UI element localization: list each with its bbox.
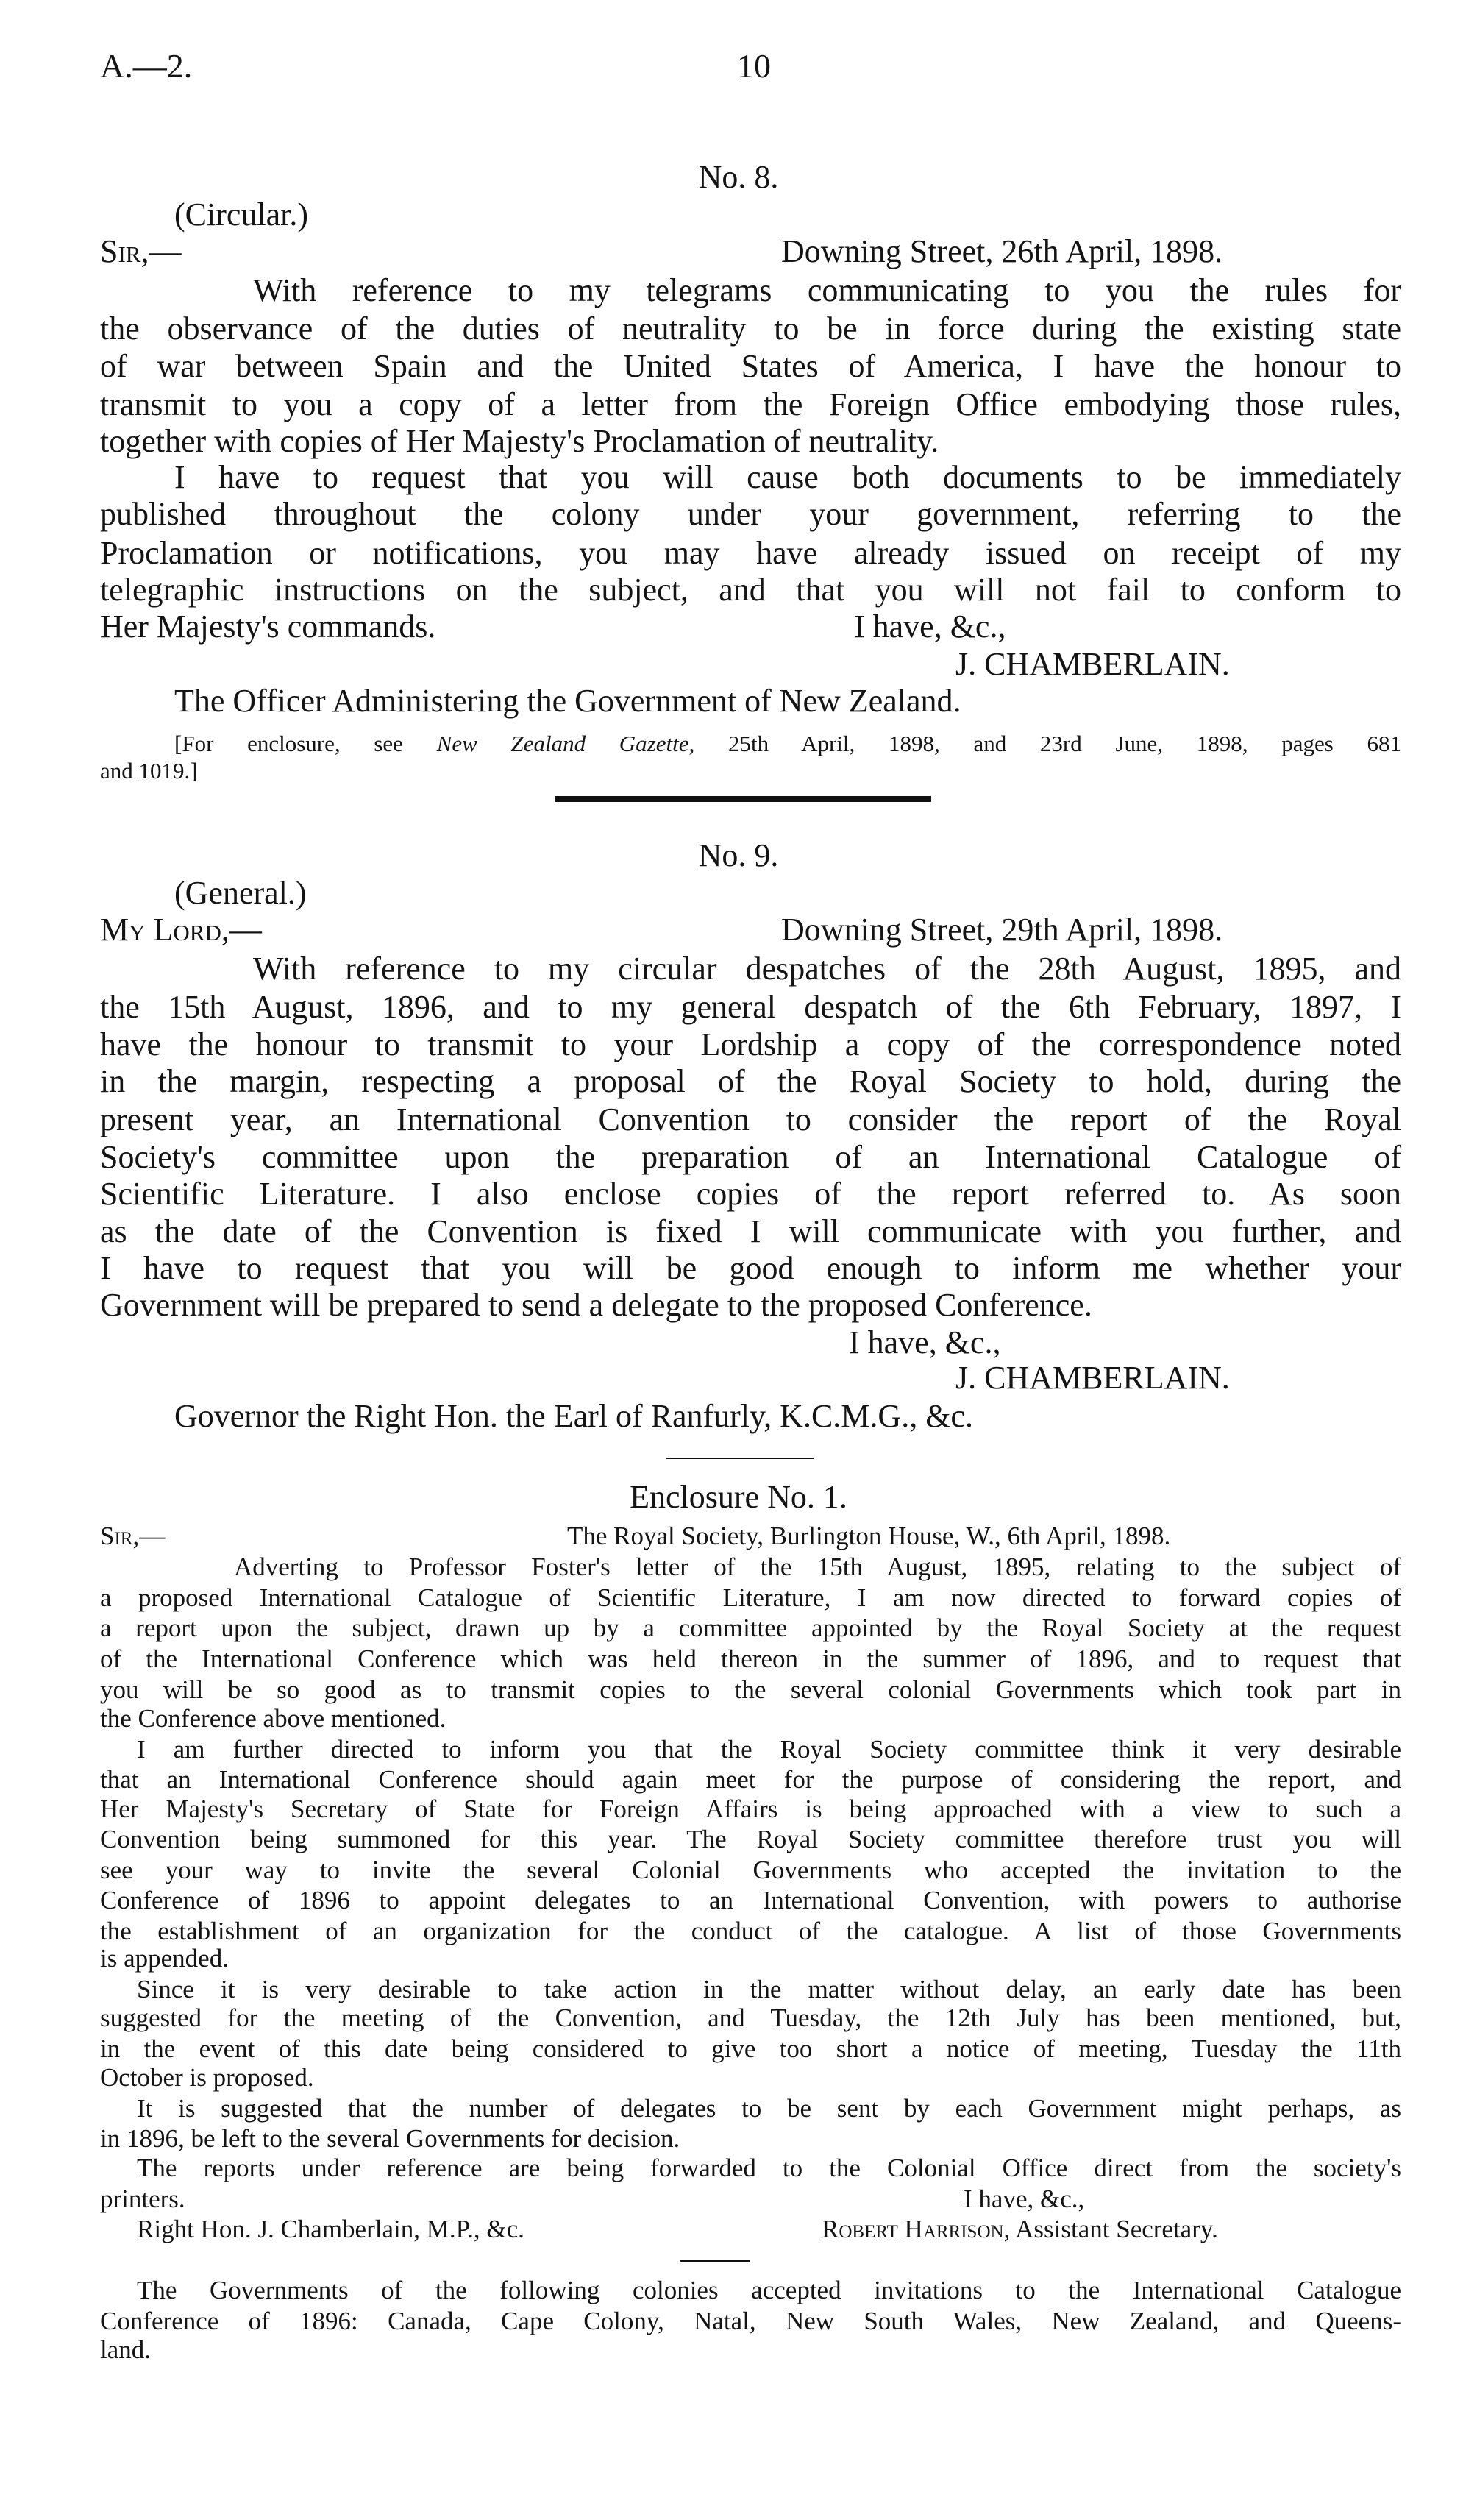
- text-line: printers.: [100, 2184, 185, 2213]
- addressee: Governor the Right Hon. the Earl of Ranfurly, K.C.M.G., &c.: [174, 1398, 973, 1434]
- salutation: Sir,—: [100, 233, 182, 269]
- note-gazette-title: New Zealand Gazette: [436, 731, 689, 756]
- signature-block: [822, 2214, 1218, 2245]
- text-line: suggested for the meeting of the Convention, and Tuesday, the 12th July has been mentioned, but,: [100, 2003, 1401, 2032]
- text-line: Her Majesty's Secretary of State for Foreign Affairs is being approached with a view to such a: [100, 1795, 1401, 1823]
- text-line: in the margin, respecting a proposal of the Royal Society to hold, during the: [100, 1063, 1401, 1099]
- text-line: a proposed International Catalogue of Scientific Literature, I am now directed to forward copies of: [100, 1583, 1401, 1612]
- text-line: of the International Conference which was held thereon in the summer of 1896, and to request that: [100, 1644, 1401, 1673]
- text-line: Conference of 1896: Canada, Cape Colony, Natal, New South Wales, New Zealand, and Queens-: [100, 2307, 1401, 2335]
- salutation: Sir,—: [100, 1522, 166, 1550]
- text-line: present year, an International Convention to consider the report of the Royal: [100, 1101, 1401, 1137]
- despatch-heading-no8: No. 8.: [698, 159, 779, 195]
- text-line: have the honour to transmit to your Lordship a copy of the correspondence noted: [100, 1026, 1401, 1062]
- text-line: The reports under reference are being forwarded to the Colonial Office direct from the society's: [137, 2154, 1401, 2182]
- dateline: Downing Street, 26th April, 1898.: [781, 233, 1223, 269]
- text-line: Proclamation or notifications, you may have already issued on receipt of my: [100, 535, 1401, 571]
- text-line: I have to request that you will cause both documents to be immediately: [174, 459, 1401, 495]
- text-line: that an International Conference should again meet for the purpose of considering the report, and: [100, 1765, 1401, 1794]
- text-line: is appended.: [100, 1944, 229, 1973]
- text-line: The Governments of the following colonies accepted invitations to the International Catalogue: [137, 2276, 1401, 2304]
- closing: I have, &c.,: [964, 2184, 1085, 2213]
- signer-name: Robert Harrison: [822, 2215, 1004, 2243]
- text-line: Her Majesty's commands.: [100, 608, 436, 645]
- note-text: [For enclosure, see: [174, 731, 437, 756]
- text-line: the establishment of an organization for the conduct of the catalogue. A list of those Governments: [100, 1917, 1401, 1945]
- text-line: It is suggested that the number of delegates to be sent by each Government might perhaps, as: [137, 2094, 1401, 2123]
- note-text: , 25th April, 1898, and 23rd June, 1898, pages 681: [688, 731, 1402, 756]
- text-line: in 1896, be left to the several Governments for decision.: [100, 2124, 680, 2153]
- text-line: telegraphic instructions on the subject, and that you will not fail to conform to: [100, 572, 1401, 608]
- despatch-type: (General.): [174, 875, 307, 911]
- text-line: the observance of the duties of neutrality to be in force during the existing state: [100, 310, 1401, 347]
- signer-title: , Assistant Secretary.: [1003, 2215, 1218, 2243]
- text-line: and 1019.]: [100, 758, 198, 784]
- text-line: With reference to my circular despatches of the 28th August, 1895, and: [253, 951, 1401, 987]
- text-line: see your way to invite the several Colonial Governments who accepted the invitation to the: [100, 1856, 1401, 1884]
- text-line: transmit to you a copy of a letter from the Foreign Office embodying those rules,: [100, 386, 1401, 422]
- section-code: A.—2.: [100, 47, 193, 85]
- dateline: The Royal Society, Burlington House, W., 6th April, 1898.: [567, 1522, 1171, 1550]
- text-line: as the date of the Convention is fixed I will communicate with you further, and: [100, 1213, 1401, 1249]
- text-line: Since it is very desirable to take action in the matter without delay, an early date has been: [137, 1975, 1401, 2003]
- dateline: Downing Street, 29th April, 1898.: [781, 912, 1223, 948]
- text-line: of war between Spain and the United States of America, I have the honour to: [100, 348, 1401, 384]
- enclosure-heading: Enclosure No. 1.: [630, 1479, 847, 1515]
- text-line: I am further directed to inform you that the Royal Society committee think it very desirable: [137, 1735, 1401, 1764]
- text-line: Conference of 1896 to appoint delegates to an International Convention, with powers to authorise: [100, 1886, 1401, 1914]
- section-divider: [666, 1458, 814, 1459]
- enclosure-note: [174, 730, 1401, 757]
- addressee: Right Hon. J. Chamberlain, M.P., &c.: [137, 2215, 524, 2243]
- text-line: you will be so good as to transmit copies to the several colonial Governments which took part in: [100, 1675, 1401, 1704]
- text-line: October is proposed.: [100, 2063, 314, 2092]
- salutation: My Lord,—: [100, 912, 262, 948]
- closing: I have, &c.,: [854, 608, 1006, 645]
- text-line: published throughout the colony under your government, referring to the: [100, 496, 1401, 532]
- section-divider: [680, 2260, 750, 2262]
- despatch-heading-no9: No. 9.: [698, 837, 779, 873]
- text-line: in the event of this date being considered to give too short a notice of meeting, Tuesday the 11th: [100, 2034, 1401, 2063]
- text-line: together with copies of Her Majesty's Proclamation of neutrality.: [100, 423, 939, 459]
- despatch-type: (Circular.): [174, 196, 309, 233]
- text-line: Adverting to Professor Foster's letter of the 15th August, 1895, relating to the subject of: [234, 1552, 1401, 1581]
- signature: J. CHAMBERLAIN.: [955, 646, 1230, 682]
- text-line: the Conference above mentioned.: [100, 1704, 446, 1733]
- signature: J. CHAMBERLAIN.: [955, 1360, 1230, 1396]
- text-line: Convention being summoned for this year. The Royal Society committee therefore trust you will: [100, 1825, 1401, 1853]
- text-line: land.: [100, 2335, 152, 2364]
- closing: I have, &c.,: [849, 1324, 1001, 1360]
- text-line: a report upon the subject, drawn up by a committee appointed by the Royal Society at the request: [100, 1614, 1401, 1642]
- text-line: Society's committee upon the preparation of an International Catalogue of: [100, 1139, 1401, 1175]
- page-number: 10: [737, 47, 771, 85]
- addressee: The Officer Administering the Government of New Zealand.: [174, 683, 961, 719]
- text-line: Scientific Literature. I also enclose copies of the report referred to. As soon: [100, 1176, 1401, 1212]
- text-line: With reference to my telegrams communicating to you the rules for: [253, 272, 1401, 308]
- text-line: I have to request that you will be good enough to inform me whether your: [100, 1250, 1401, 1286]
- text-line: the 15th August, 1896, and to my general despatch of the 6th February, 1897, I: [100, 989, 1401, 1025]
- text-line: Government will be prepared to send a delegate to the proposed Conference.: [100, 1287, 1092, 1323]
- section-divider: [555, 796, 931, 802]
